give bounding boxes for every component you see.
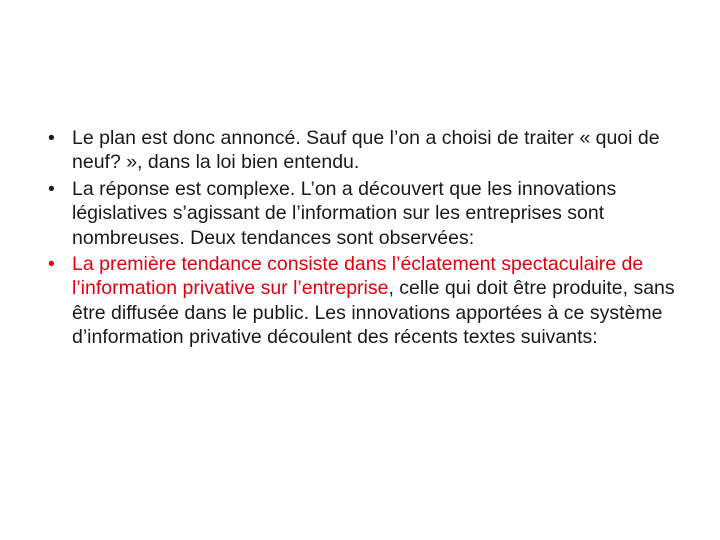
bullet-highlight-text: La première tendance consiste dans l’éclatement spectaculaire de l’information privative sur l’entreprise (72, 253, 644, 300)
bullet-item-2 (48, 177, 688, 250)
bullet-text: , celle qui doit être produite, sans être diffusée dans le public. Les innovations apportées à ce système d’information privative découlent des récents textes suivants: (72, 277, 675, 349)
bullet-dot: • (48, 253, 55, 276)
bullet-text: Le plan est donc annoncé. Sauf que l’on a choisi de traiter « quoi de neuf? », dans la loi bien entendu. (72, 127, 660, 174)
bullet-item-3 (48, 252, 688, 350)
bullet-item-1 (48, 126, 688, 175)
bullet-list (48, 126, 688, 352)
bullet-text: La réponse est complexe. L’on a découvert que les innovations législatives s’agissant de l’information sur les entreprises sont nombreuses. Deux tendances sont observées: (72, 177, 617, 249)
bullet-dot: • (48, 127, 55, 149)
bullet-dot: • (48, 177, 55, 200)
